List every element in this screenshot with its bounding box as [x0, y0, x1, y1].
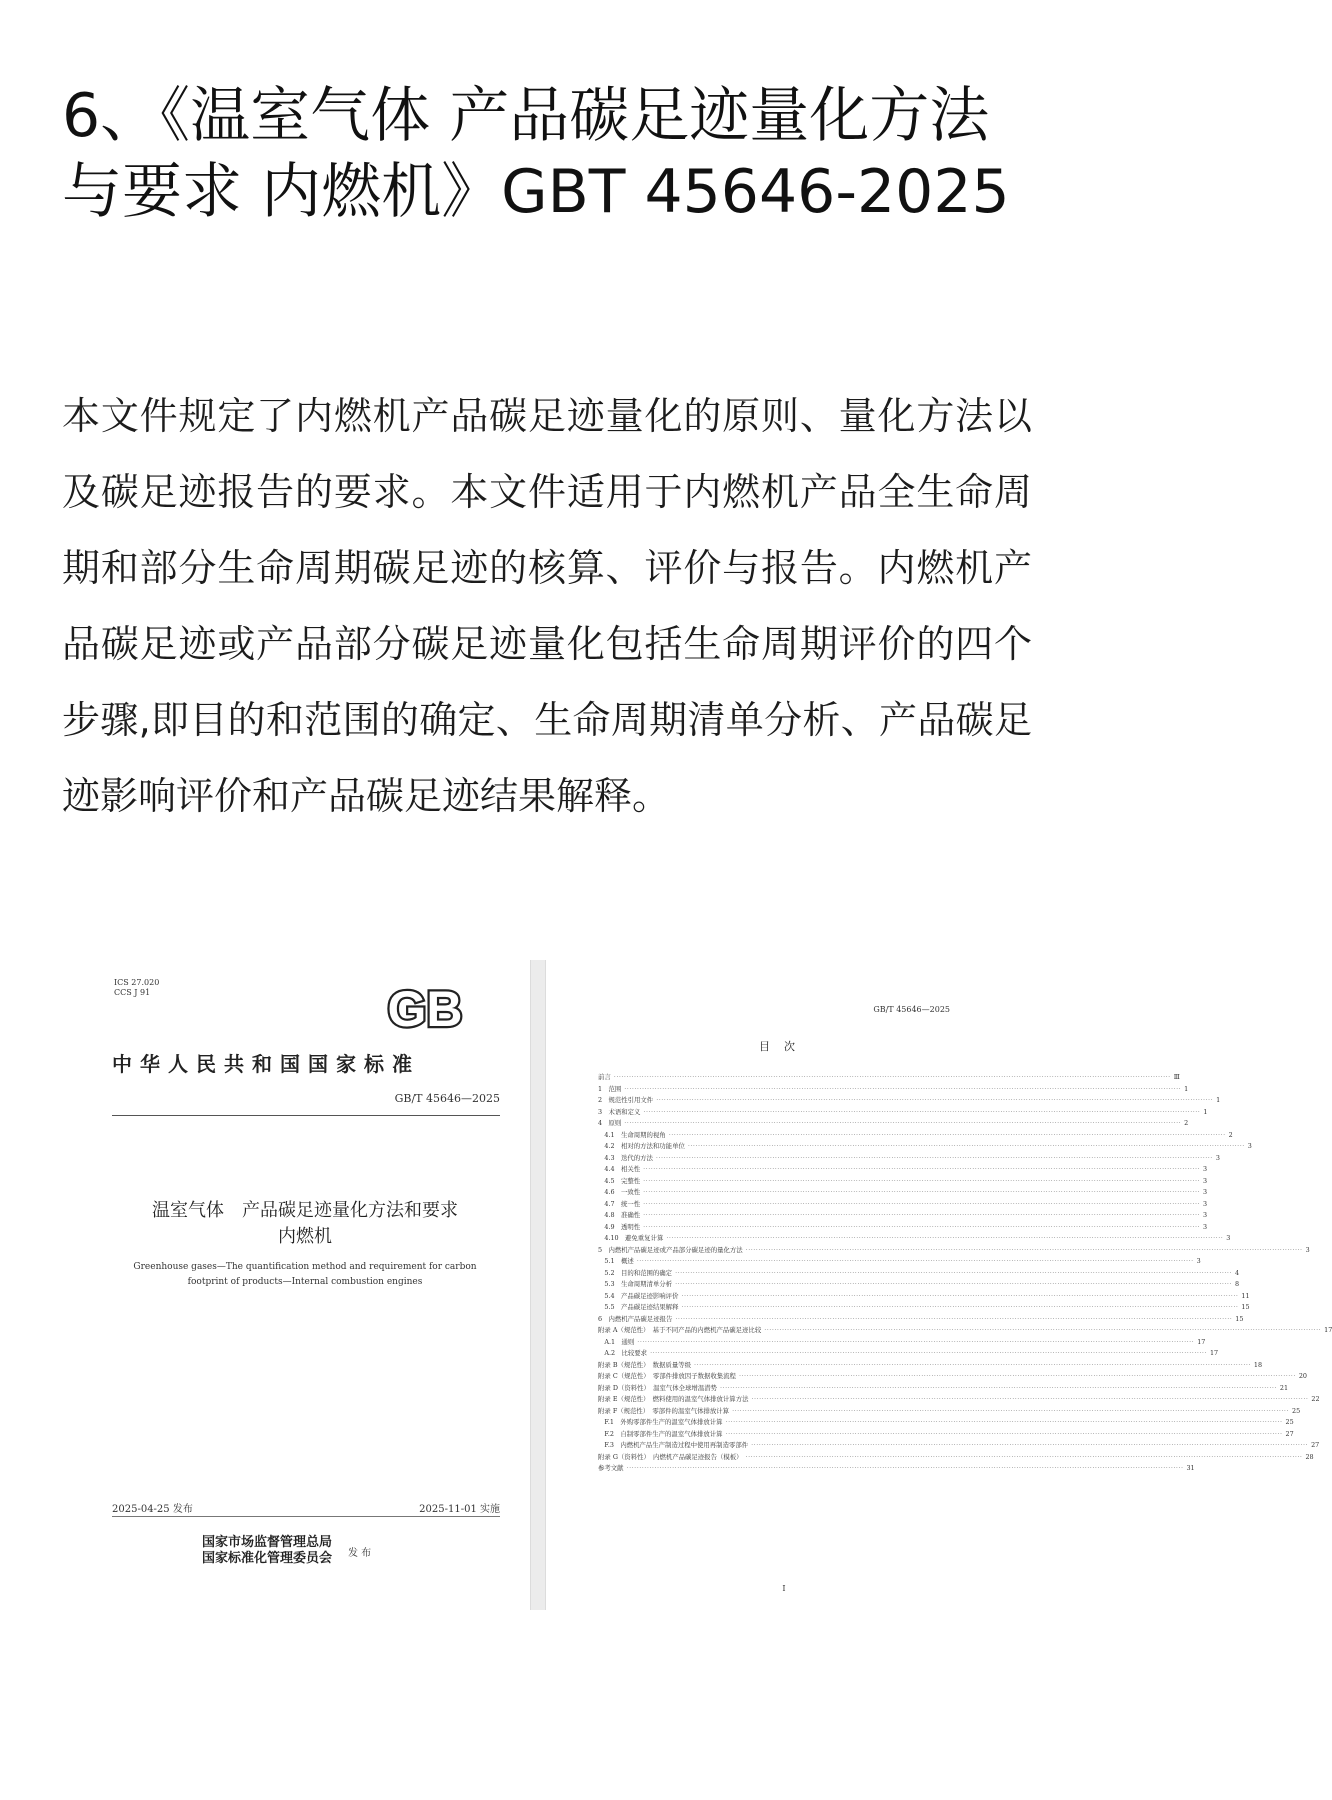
toc-entry-label: F.3 内燃机产品生产制造过程中使用再制造零部件	[598, 1441, 749, 1449]
toc-leader-dots: ····························································································································································································································	[725, 1418, 1283, 1426]
toc-entry-page: 3	[1203, 1176, 1208, 1185]
toc-entry-page: 31	[1186, 1464, 1195, 1472]
toc-entry	[598, 1360, 1263, 1372]
toc-entry-page: 3	[1203, 1199, 1208, 1208]
toc-entry-label: 5 内燃机产品碳足迹或产品部分碳足迹的量化方法	[598, 1245, 743, 1254]
toc-entry-page: 11	[1241, 1291, 1250, 1300]
toc-entry-label: 4 原则	[598, 1119, 622, 1127]
toc-leader-dots: ····························································································································································································································	[745, 1452, 1303, 1461]
toc-entry-page: 17	[1324, 1326, 1332, 1334]
toc-entry	[598, 1210, 1208, 1222]
toc-entry	[598, 1187, 1208, 1199]
toc-page-number: I	[782, 1584, 786, 1593]
toc-entry	[598, 1440, 1320, 1452]
toc-entry-page: 27	[1285, 1429, 1294, 1438]
toc-entry-label: 4.9 透明性	[598, 1222, 641, 1231]
toc-leader-dots: ····························································································································································································································	[613, 1073, 1171, 1081]
toc-leader-dots: ····························································································································································································································	[656, 1096, 1214, 1104]
toc-leader-dots: ····························································································································································································································	[694, 1360, 1251, 1369]
cover-title-cn	[80, 1198, 530, 1250]
toc-entry	[598, 1222, 1208, 1234]
national-standard-heading: 中华人民共和国国家标准	[112, 1052, 420, 1076]
toc-leader-dots: ····························································································································································································································	[681, 1291, 1239, 1300]
toc-entry	[598, 1452, 1314, 1464]
toc-entry-label: 5.4 产品碳足迹影响评价	[598, 1291, 679, 1300]
toc-leader-dots: ····························································································································································································································	[666, 1234, 1224, 1242]
toc-entry-page: 3	[1226, 1234, 1231, 1242]
toc-entry-label: 6 内燃机产品碳足迹报告	[598, 1314, 673, 1323]
toc-entry	[598, 1429, 1294, 1441]
gb-logo-text: GB	[387, 981, 463, 1037]
toc-entry-page: 15	[1235, 1314, 1244, 1323]
cover-bottom-divider	[112, 1516, 500, 1517]
toc-entry	[598, 1394, 1320, 1406]
toc-leader-dots: ····························································································································································································································	[626, 1464, 1184, 1472]
toc-leader-dots: ····························································································································································································································	[624, 1119, 1182, 1127]
toc-entry-label: F.2 自制零部件生产的温室气体排放计算	[598, 1429, 723, 1438]
toc-leader-dots: ····························································································································································································································	[643, 1165, 1201, 1173]
toc-entry-label: 前言	[598, 1073, 611, 1081]
publish-date: 2025-04-25 发布	[112, 1504, 193, 1515]
toc-list	[598, 1072, 1332, 1475]
toc-entry	[598, 1463, 1195, 1475]
gb-logo-icon	[377, 980, 473, 1036]
toc-leader-dots: ····························································································································································································································	[725, 1429, 1283, 1438]
toc-entry	[598, 1348, 1219, 1360]
toc-entry-page: 4	[1235, 1268, 1240, 1277]
toc-entry-label: 3 术语和定义	[598, 1107, 641, 1116]
toc-entry-label: 附录 C（规范性） 零部件排放因子数据收集流程	[598, 1372, 736, 1380]
toc-entry	[598, 1095, 1221, 1107]
toc-entry-label: 附录 G（资料性） 内燃机产品碳足迹报告（模板）	[598, 1452, 743, 1461]
toc-leader-dots: ····························································································································································································································	[643, 1188, 1201, 1196]
cover-divider	[112, 1115, 500, 1116]
toc-entry-label: 附录 B（规范性） 数据质量等级	[598, 1360, 691, 1369]
toc-entry-page: 17	[1209, 1349, 1219, 1357]
toc-entry-label: 5.5 产品碳足迹结果解释	[598, 1303, 679, 1311]
toc-entry-page: 21	[1279, 1383, 1289, 1392]
toc-entry-label: 4.2 相对的方法和功能单位	[598, 1142, 685, 1150]
toc-page	[558, 960, 1332, 1610]
toc-leader-dots: ····························································································································································································································	[643, 1222, 1201, 1231]
ics-code: ICS 27.020	[114, 978, 160, 987]
cover-title-en-line1: Greenhouse gases—The quantification method and requirement for carbon	[133, 1262, 477, 1272]
cover-dates	[112, 1500, 500, 1515]
toc-entry-page: Ⅲ	[1173, 1073, 1180, 1081]
toc-entry-label: 5.2 目的和范围的确定	[598, 1268, 673, 1277]
toc-entry-page: 3	[1203, 1165, 1208, 1173]
toc-leader-dots: ····························································································································································································································	[643, 1176, 1201, 1185]
toc-entry-label: 4.10 避免重复计算	[598, 1234, 664, 1242]
toc-entry-page: 1	[1203, 1107, 1208, 1116]
toc-entry-page: 1	[1216, 1096, 1221, 1104]
toc-leader-dots: ····························································································································································································································	[745, 1245, 1303, 1254]
toc-entry-label: A.1 通则	[598, 1337, 635, 1346]
issuer-samr: 国家市场监督管理总局	[202, 1535, 333, 1550]
toc-entry-label: 4.7 统一性	[598, 1199, 641, 1208]
toc-entry	[598, 1383, 1289, 1395]
toc-entry-page: 27	[1311, 1441, 1320, 1449]
toc-entry-page: 8	[1235, 1280, 1240, 1288]
toc-entry	[598, 1371, 1307, 1383]
cover-standard-number: GB/T 45646—2025	[394, 1092, 500, 1105]
toc-entry-page: 17	[1197, 1337, 1206, 1346]
toc-entry	[598, 1302, 1250, 1314]
toc-entry-page: 15	[1241, 1303, 1250, 1311]
toc-entry	[598, 1417, 1294, 1429]
toc-leader-dots: ····························································································································································································································	[650, 1349, 1207, 1357]
toc-entry-page: 1	[1184, 1084, 1189, 1093]
toc-entry-page: 28	[1305, 1452, 1314, 1461]
toc-entry-page: 3	[1247, 1142, 1252, 1150]
toc-entry-page: 25	[1285, 1418, 1294, 1426]
toc-entry	[598, 1072, 1180, 1084]
toc-entry-label: F.1 外购零部件生产的温室气体排放计算	[598, 1418, 723, 1426]
toc-entry-label: 参考文献	[598, 1464, 624, 1472]
toc-entry	[598, 1245, 1310, 1257]
toc-entry	[598, 1118, 1189, 1130]
toc-entry-page: 3	[1203, 1188, 1208, 1196]
toc-entry-page: 25	[1292, 1406, 1301, 1415]
toc-entry-label: A.2 比较要求	[598, 1349, 648, 1357]
toc-title: 目次	[759, 1040, 809, 1053]
toc-entry-label: 附录 F（规范性） 零部件的温室气体排放计算	[598, 1406, 730, 1415]
toc-entry	[598, 1233, 1231, 1245]
toc-entry-page: 3	[1196, 1257, 1201, 1265]
toc-leader-dots: ····························································································································································································································	[738, 1372, 1296, 1380]
toc-entry	[598, 1314, 1244, 1326]
toc-entry-label: 附录 A（规范性） 基于不同产品的内燃机产品碳足迹比较	[598, 1326, 762, 1334]
toc-leader-dots: ····························································································································································································································	[636, 1257, 1194, 1265]
standard-document-image	[80, 960, 1332, 1610]
page-gutter	[530, 960, 546, 1610]
cover-title-cn-line2: 内燃机	[278, 1226, 332, 1247]
toc-entry-label: 1 范围	[598, 1084, 622, 1093]
body-paragraph: 本文件规定了内燃机产品碳足迹量化的原则、量化方法以及碳足迹报告的要求。本文件适用于内燃机产品全生命周期和部分生命周期碳足迹的核算、评价与报告。内燃机产品碳足迹或产品部分碳足迹量化包括生命周期评价的四个步骤,即目的和范围的确定、生命周期清单分析、产品碳足迹影响评价和产品碳足迹结果解释。	[62, 394, 1032, 818]
toc-leader-dots: ····························································································································································································································	[751, 1395, 1309, 1403]
toc-entry	[598, 1337, 1206, 1349]
toc-leader-dots: ····························································································································································································································	[675, 1268, 1232, 1277]
toc-leader-dots: ····························································································································································································································	[624, 1084, 1182, 1093]
toc-leader-dots: ····························································································································································································································	[655, 1153, 1213, 1162]
toc-entry-label: 4.5 完整性	[598, 1176, 641, 1185]
toc-entry	[598, 1406, 1301, 1418]
toc-entry	[598, 1164, 1208, 1176]
toc-entry-page: 2	[1228, 1130, 1233, 1139]
toc-entry	[598, 1325, 1332, 1337]
toc-entry-label: 4.1 生命周期的视角	[598, 1130, 666, 1139]
toc-entry-page: 3	[1305, 1245, 1310, 1254]
toc-leader-dots: ····························································································································································································································	[687, 1142, 1245, 1150]
issuer-sac: 国家标准化管理委员会	[202, 1551, 333, 1566]
toc-entry-page: 3	[1203, 1222, 1208, 1231]
toc-leader-dots: ····························································································································································································································	[675, 1280, 1232, 1288]
cover-title-en	[110, 1260, 500, 1290]
toc-leader-dots: ····························································································································································································································	[681, 1303, 1239, 1311]
toc-entry	[598, 1141, 1252, 1153]
toc-entry	[598, 1279, 1240, 1291]
toc-standard-number: GB/T 45646—2025	[873, 1005, 950, 1014]
toc-entry	[598, 1268, 1240, 1280]
cover-issuers	[202, 1535, 332, 1567]
toc-entry-page: 2	[1184, 1119, 1189, 1127]
toc-entry-page: 20	[1298, 1372, 1307, 1380]
toc-entry	[598, 1291, 1250, 1303]
toc-entry-label: 4.4 相关性	[598, 1165, 641, 1173]
toc-leader-dots: ····························································································································································································································	[751, 1441, 1309, 1449]
toc-entry-label: 5.1 概述	[598, 1257, 634, 1265]
toc-leader-dots: ····························································································································································································································	[668, 1130, 1226, 1139]
toc-entry	[598, 1199, 1208, 1211]
toc-entry	[598, 1153, 1220, 1165]
toc-leader-dots: ····························································································································································································································	[720, 1383, 1277, 1392]
toc-entry-page: 22	[1311, 1395, 1320, 1403]
toc-entry-label: 4.8 准确性	[598, 1211, 641, 1219]
toc-leader-dots: ····························································································································································································································	[637, 1337, 1195, 1346]
toc-entry	[598, 1084, 1189, 1096]
toc-entry-label: 4.3 迭代的方法	[598, 1153, 653, 1162]
ccs-code: CCS J 91	[114, 988, 151, 997]
toc-entry-page: 3	[1215, 1153, 1220, 1162]
cover-publish-word: 发 布	[348, 1548, 372, 1559]
toc-entry-label: 4.6 一致性	[598, 1188, 641, 1196]
toc-leader-dots: ····························································································································································································································	[732, 1406, 1289, 1415]
page-headline: 6、《温室气体 产品碳足迹量化方法与要求 内燃机》GBT 45646-2025	[62, 81, 1010, 227]
toc-entry-label: 2 规范性引用文件	[598, 1096, 654, 1104]
cover-page	[80, 960, 530, 1610]
toc-entry-label: 5.3 生命周期清单分析	[598, 1280, 673, 1288]
toc-leader-dots: ····························································································································································································································	[643, 1199, 1201, 1208]
toc-entry-label: 附录 E（规范性） 燃料使用的温室气体排放计算方法	[598, 1395, 749, 1403]
cover-classification-codes	[114, 978, 159, 998]
toc-entry-label: 附录 D（资料性） 温室气体全球增温潜势	[598, 1383, 717, 1392]
toc-leader-dots: ····························································································································································································································	[764, 1326, 1322, 1334]
toc-leader-dots: ····························································································································································································································	[643, 1211, 1201, 1219]
toc-entry	[598, 1107, 1208, 1119]
cover-title-en-line2: footprint of products—Internal combustion engines	[187, 1277, 423, 1287]
toc-entry-page: 18	[1253, 1360, 1263, 1369]
implement-date: 2025-11-01 实施	[419, 1504, 500, 1515]
toc-leader-dots: ····························································································································································································································	[643, 1107, 1201, 1116]
toc-entry	[598, 1176, 1208, 1188]
toc-leader-dots: ····························································································································································································································	[675, 1314, 1233, 1323]
toc-entry	[598, 1256, 1201, 1268]
cover-title-cn-line1: 温室气体 产品碳足迹量化方法和要求	[152, 1200, 458, 1221]
toc-entry	[598, 1130, 1233, 1142]
toc-entry-page: 3	[1203, 1211, 1208, 1219]
